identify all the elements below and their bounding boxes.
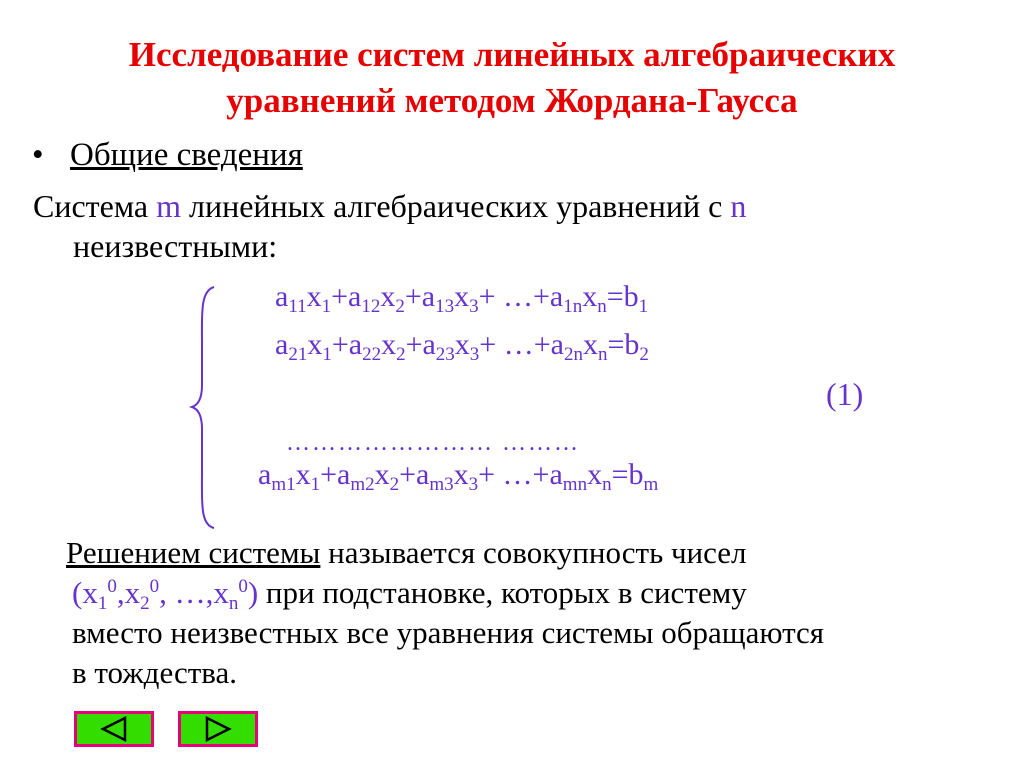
bullet-item bbox=[32, 137, 303, 174]
intro-m: m bbox=[156, 188, 181, 224]
triangle-right-icon bbox=[181, 714, 255, 744]
solution-term: Решением системы bbox=[66, 535, 321, 570]
title-line-1: Исследование систем линейных алгебраических bbox=[128, 35, 896, 74]
intro-part-2: линейных алгебраических уравнений с bbox=[180, 188, 731, 224]
equation-row-2: $a_{21}x_1+a_{22}x_2+a_{23}x_3+$ $\dots+a_{2n}x_n=b_2$ bbox=[275, 328, 649, 365]
equation-number: (1) bbox=[826, 376, 864, 412]
solution-tuple: ($x_1^0,x_2^0$, $\dots,x_n^0$) bbox=[72, 575, 259, 614]
prev-slide-button[interactable] bbox=[74, 711, 154, 747]
intro-n: n bbox=[730, 188, 747, 224]
bullet-text: Общие сведения bbox=[70, 137, 303, 173]
curly-brace-icon bbox=[188, 285, 218, 530]
title-line-2: уравнений методом Жордана-Гаусса bbox=[226, 81, 798, 120]
ellipsis-row: …………………… ……… bbox=[286, 430, 580, 456]
equation-row-m: $a_{m1}x_1+a_{m2}x_2+a_{m3}x_3+$ $\dots+a_{mn}x_n=b_m$ bbox=[258, 458, 659, 495]
bullet-symbol: • bbox=[32, 137, 44, 173]
intro-paragraph bbox=[33, 186, 993, 266]
intro-line-2: неизвестными: bbox=[73, 228, 278, 264]
triangle-left-icon bbox=[77, 714, 151, 744]
slide-title bbox=[40, 32, 984, 124]
equation-row-1: $a_{11}x_1+a_{12}x_2+a_{13}x_3+$ $\dots+a_{1n}x_n=b_1$ bbox=[275, 280, 649, 317]
solution-definition: Решением системы называется совокупность чисел ($x_1^0,x_2^0$, $\dots,x_n^0$) при подстановке, которых в систему вместо неизвестных все уравнения системы обращаются в тождества. bbox=[66, 535, 825, 690]
intro-part-1: Система bbox=[33, 188, 157, 224]
next-slide-button[interactable] bbox=[178, 711, 258, 747]
